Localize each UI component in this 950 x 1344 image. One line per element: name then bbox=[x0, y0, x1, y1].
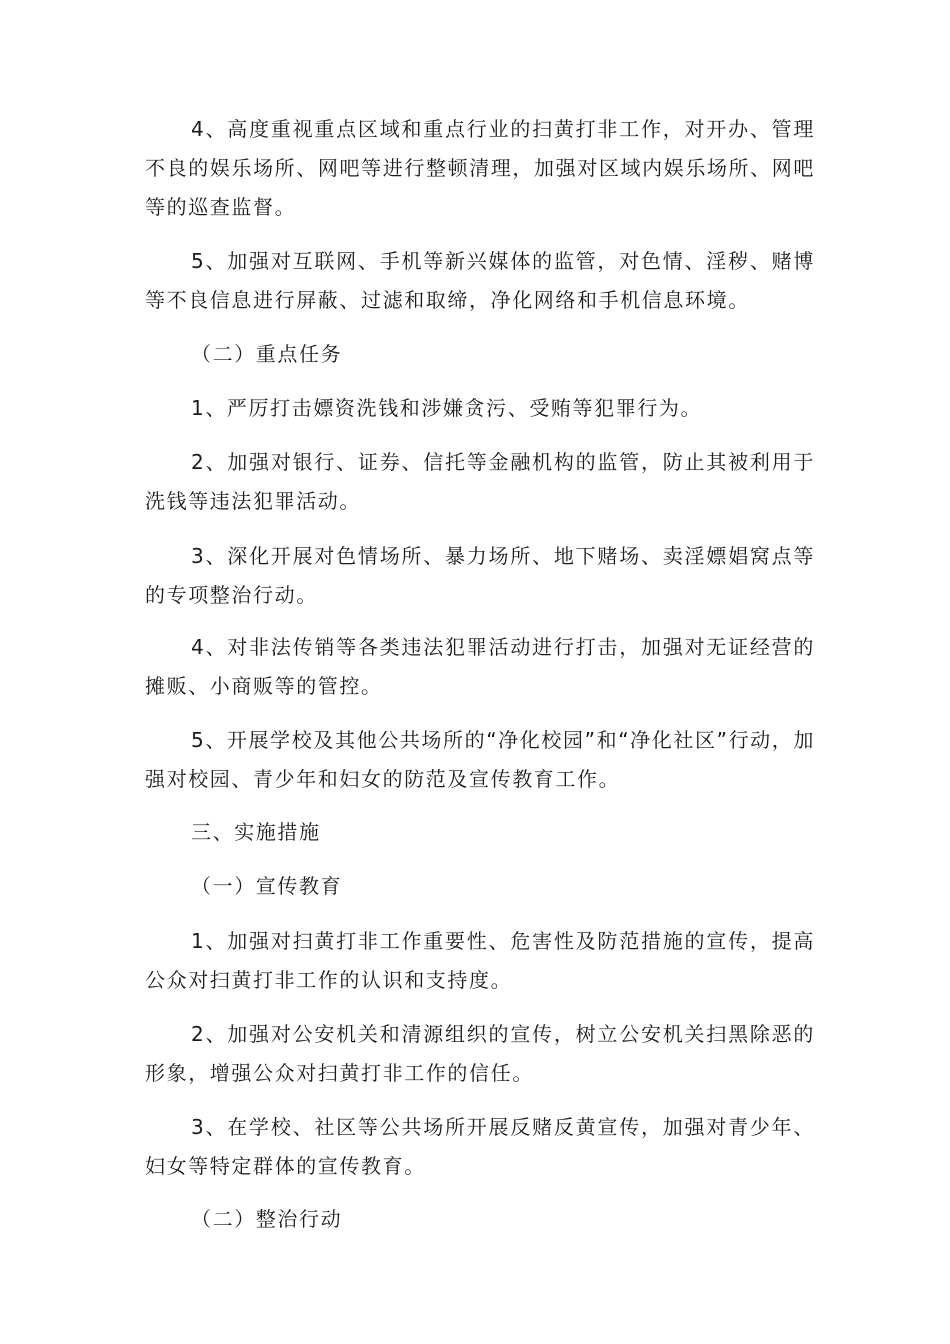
paragraph-public-places: 3、在学校、社区等公共场所开展反赌反黄宣传，加强对青少年、妇女等特定群体的宣传教育。 bbox=[145, 1115, 815, 1178]
paragraph-publicity-importance: 1、加强对扫黄打非工作重要性、危害性及防范措施的宣传，提高公众对扫黄打非工作的认识和支持度。 bbox=[145, 929, 815, 992]
paragraph-key-areas: 4、高度重视重点区域和重点行业的扫黄打非工作，对开办、管理不良的娱乐场所、网吧等进行整顿清理，加强对区域内娱乐场所、网吧等的巡查监督。 bbox=[145, 117, 815, 219]
paragraph-money-laundering: 1、严厉打击嫖资洗钱和涉嫌贪污、受贿等犯罪行为。 bbox=[191, 396, 703, 420]
paragraph-illegal-pyramid: 4、对非法传销等各类违法犯罪活动进行打击，加强对无证经营的摊贩、小商贩等的管控。 bbox=[145, 635, 815, 698]
paragraph-financial-supervision: 2、加强对银行、证券、信托等金融机构的监管，防止其被利用于洗钱等违法犯罪活动。 bbox=[145, 450, 815, 513]
paragraph-special-rectification: 3、深化开展对色情场所、暴力场所、地下赌场、卖淫嫖娼窝点等的专项整治行动。 bbox=[145, 544, 815, 607]
paragraph-publicity-police: 2、加强对公安机关和清源组织的宣传，树立公安机关扫黑除恶的形象，增强公众对扫黄打非工作的信任。 bbox=[145, 1022, 815, 1085]
section-heading-rectification: （二）整治行动 bbox=[191, 1207, 343, 1231]
paragraph-internet-media: 5、加强对互联网、手机等新兴媒体的监管，对色情、淫秽、赌博等不良信息进行屏蔽、过滤和取缔，净化网络和手机信息环境。 bbox=[145, 249, 815, 312]
paragraph-purify-campus: 5、开展学校及其他公共场所的“净化校园”和“净化社区”行动，加强对校园、青少年和妇女的防范及宣传教育工作。 bbox=[145, 728, 815, 791]
section-heading-key-tasks: （二）重点任务 bbox=[191, 342, 343, 366]
section-heading-measures: 三、实施措施 bbox=[191, 820, 321, 844]
section-heading-publicity: （一）宣传教育 bbox=[191, 874, 343, 898]
